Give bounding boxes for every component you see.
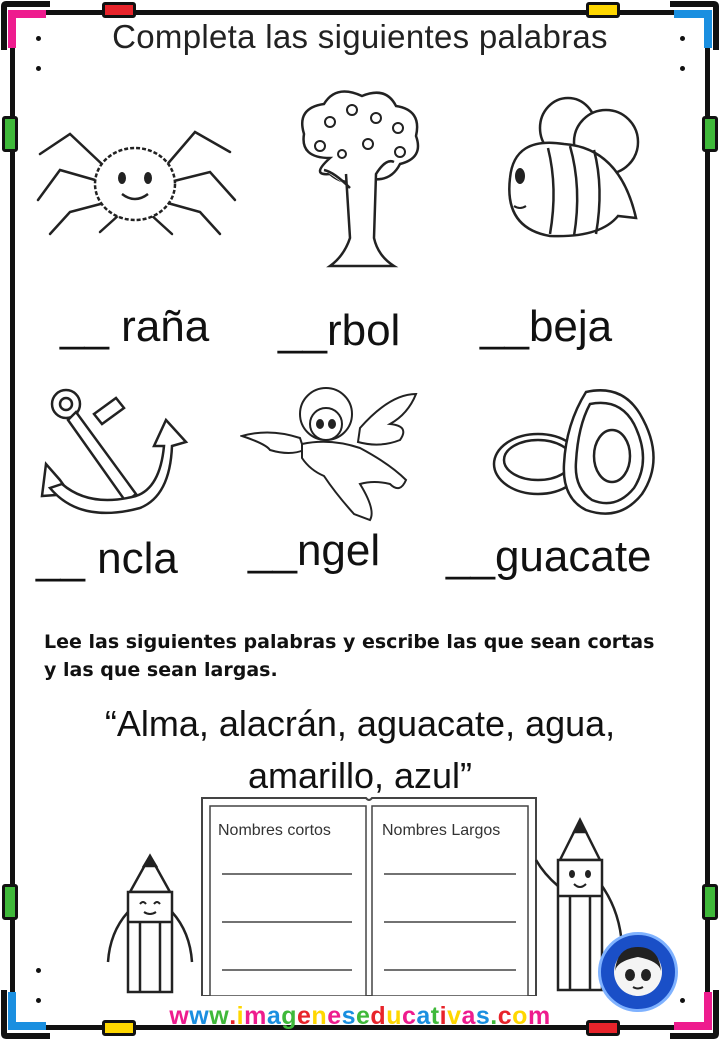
quote-line: “Alma, alacrán, aguacate, agua,	[104, 703, 616, 744]
quote-line: amarillo, azul”	[247, 755, 473, 796]
anchor-icon	[40, 384, 190, 524]
footer-letter: a	[461, 1002, 476, 1030]
color-tab	[702, 884, 718, 920]
page-title: Completa las siguientes palabras	[112, 18, 608, 55]
short-names-header: Nombres cortos	[218, 822, 331, 839]
word-list-quote	[40, 698, 680, 802]
footer-letter: s	[475, 1002, 491, 1030]
footer-letter: s	[341, 1002, 357, 1030]
angel-icon	[240, 384, 420, 524]
footer-letter: v	[447, 1002, 462, 1030]
footer-letter: a	[416, 1002, 431, 1030]
footer-letter: d	[370, 1002, 387, 1030]
pencil-character-icon	[100, 852, 200, 1002]
footer-letter: i	[236, 1002, 245, 1030]
footer-letter: e	[327, 1002, 342, 1030]
color-tab	[702, 116, 718, 152]
color-tab	[2, 884, 18, 920]
footer-letter: .	[229, 1002, 237, 1030]
footer-letter: u	[386, 1002, 402, 1030]
decorative-dot	[36, 66, 41, 71]
footer-letter: w	[169, 1002, 190, 1030]
footer-url-text[interactable]	[169, 1002, 550, 1031]
footer-letter: .	[490, 1002, 498, 1030]
footer-letter: t	[430, 1002, 440, 1030]
long-names-header: Nombres Largos	[382, 822, 501, 839]
footer-letter: e	[356, 1002, 371, 1030]
word-bee: __beja	[480, 302, 613, 351]
girl-logo-icon	[601, 935, 675, 1009]
tree-icon	[290, 88, 430, 278]
footer-letter: c	[401, 1002, 417, 1030]
footer-url[interactable]	[0, 1002, 720, 1031]
footer-letter: w	[189, 1002, 210, 1030]
footer-letter: w	[209, 1002, 230, 1030]
decorative-dot	[680, 66, 685, 71]
logo-badge	[598, 932, 678, 1012]
footer-letter: i	[439, 1002, 448, 1030]
footer-letter: m	[244, 1002, 267, 1030]
spider-icon	[30, 112, 240, 242]
footer-letter: e	[297, 1002, 312, 1030]
word-avocado: __guacate	[446, 532, 652, 581]
word-angel: __ngel	[248, 526, 381, 575]
avocado-icon	[490, 384, 670, 524]
footer-letter: a	[266, 1002, 282, 1030]
footer-letter: g	[281, 1002, 298, 1030]
footer-letter: c	[497, 1002, 513, 1030]
bee-icon	[490, 88, 650, 248]
footer-letter: n	[311, 1002, 328, 1030]
color-tab	[102, 2, 136, 18]
color-tab	[2, 116, 18, 152]
decorative-dot	[36, 968, 41, 973]
footer-letter: o	[512, 1002, 528, 1030]
word-tree: __rbol	[278, 306, 401, 355]
word-spider: __ raña	[60, 302, 210, 351]
instructions: Lee las siguientes palabras y escribe las que sean cortas y las que sean largas.	[44, 631, 655, 681]
word-anchor: __ ncla	[36, 534, 178, 583]
color-tab	[586, 2, 620, 18]
footer-letter: m	[527, 1002, 551, 1030]
